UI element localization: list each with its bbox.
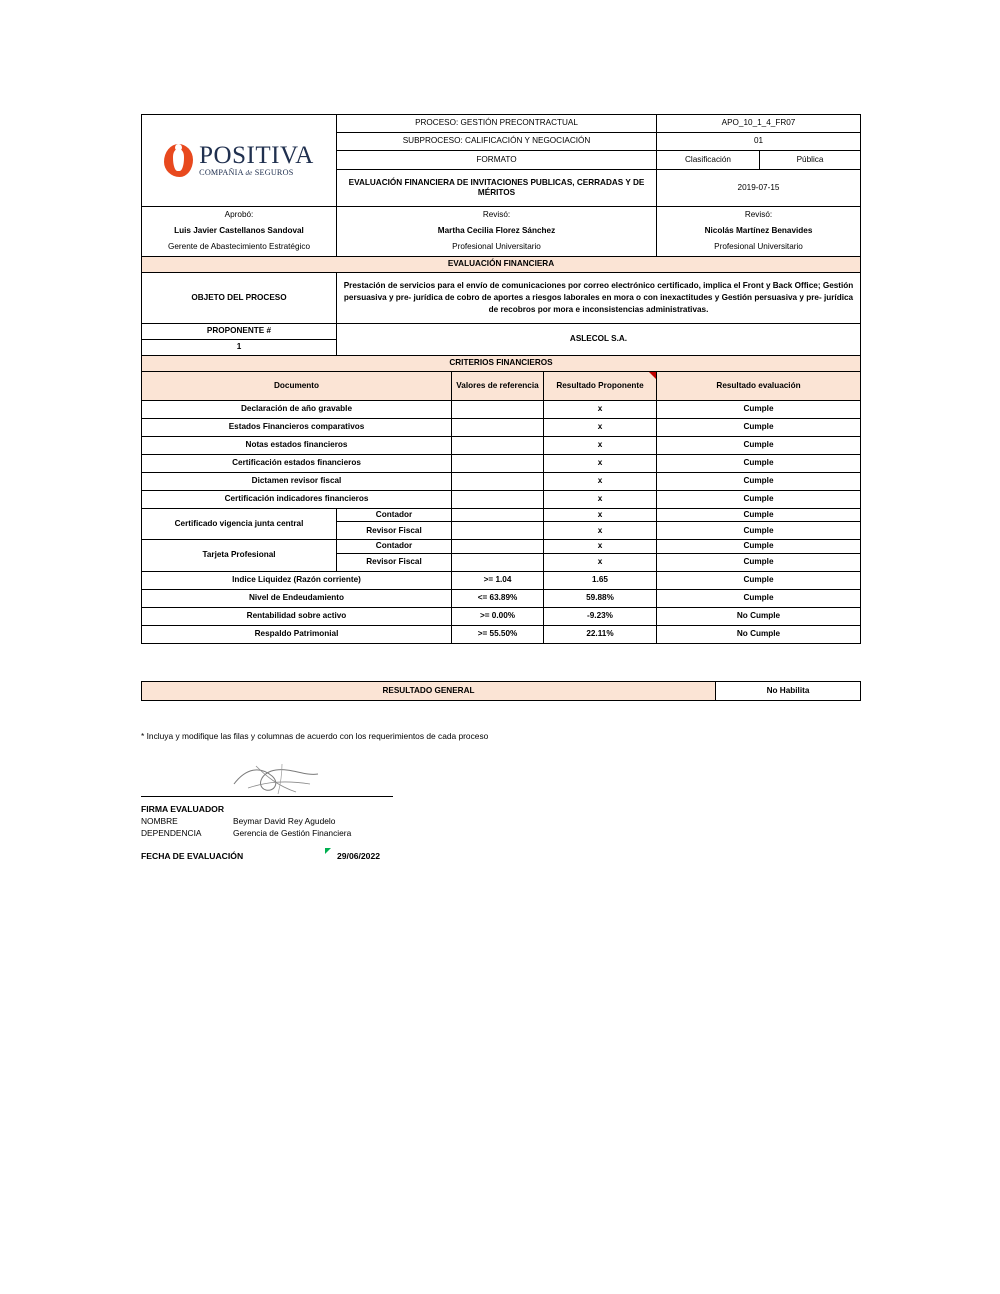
row-documento: Certificado vigencia junta central xyxy=(142,509,337,540)
row-documento: Certificación estados financieros xyxy=(142,455,452,473)
row-documento: Respaldo Patrimonial xyxy=(142,625,452,643)
row-proponente: 59.88% xyxy=(544,589,657,607)
header-table xyxy=(141,114,861,372)
row-proponente: -9.23% xyxy=(544,607,657,625)
row-proponente: x xyxy=(544,437,657,455)
proponente-nombre: ASLECOL S.A. xyxy=(337,324,861,356)
codigo-value: APO_10_1_4_FR07 xyxy=(657,115,861,133)
proceso-label: PROCESO: GESTIÓN PRECONTRACTUAL xyxy=(337,115,657,133)
evaluacion-financiera-band: EVALUACIÓN FINANCIERA xyxy=(142,257,861,273)
row-referencia: >= 1.04 xyxy=(452,571,544,589)
row-referencia: >= 55.50% xyxy=(452,625,544,643)
table-row xyxy=(142,540,861,553)
form-sheet xyxy=(141,114,860,701)
row-evaluacion: Cumple xyxy=(657,491,861,509)
row-proponente: x xyxy=(544,553,657,571)
col-proponente: Resultado Proponente xyxy=(544,372,657,401)
row-proponente: x xyxy=(544,455,657,473)
row-proponente: x xyxy=(544,540,657,553)
row-evaluacion: Cumple xyxy=(657,540,861,553)
row-evaluacion: Cumple xyxy=(657,571,861,589)
fecha-evaluacion-label: FECHA DE EVALUACIÓN xyxy=(141,851,244,861)
firma-evaluador-label: FIRMA EVALUADOR xyxy=(141,804,225,814)
row-documento: Indice Liquidez (Razón corriente) xyxy=(142,571,452,589)
nombre-value: Beymar David Rey Agudelo xyxy=(233,816,336,826)
col-evaluacion: Resultado evaluación xyxy=(657,372,861,401)
col-referencia: Valores de referencia xyxy=(452,372,544,401)
row-proponente: x xyxy=(544,473,657,491)
table-row xyxy=(142,455,861,473)
reviso1-role: Revisó: xyxy=(337,207,657,224)
reviso1-position: Profesional Universitario xyxy=(337,239,657,257)
row-referencia xyxy=(452,437,544,455)
row-referencia xyxy=(452,401,544,419)
row-documento: Notas estados financieros xyxy=(142,437,452,455)
row-referencia xyxy=(452,419,544,437)
dependencia-value: Gerencia de Gestión Financiera xyxy=(233,828,352,838)
row-documento: Dictamen revisor fiscal xyxy=(142,473,452,491)
row-evaluacion: Cumple xyxy=(657,522,861,540)
aprobo-name: Luis Javier Castellanos Sandoval xyxy=(142,223,337,239)
company-logo xyxy=(142,115,337,207)
reviso2-role: Revisó: xyxy=(657,207,861,224)
col-documento: Documento xyxy=(142,372,452,401)
subproceso-label: SUBPROCESO: CALIFICACIÓN Y NEGOCIACIÓN xyxy=(337,133,657,151)
nombre-label: NOMBRE xyxy=(141,816,178,826)
row-proponente: 1.65 xyxy=(544,571,657,589)
form-note: * Incluya y modifique las filas y columnas de acuerdo con los requerimientos de cada proceso xyxy=(141,731,489,741)
signature-image xyxy=(226,762,346,796)
row-evaluacion: No Cumple xyxy=(657,607,861,625)
row-documento: Estados Financieros comparativos xyxy=(142,419,452,437)
table-row xyxy=(142,625,861,643)
row-referencia xyxy=(452,491,544,509)
formato-title: EVALUACIÓN FINANCIERA DE INVITACIONES PUBLICAS, CERRADAS Y DE MÉRITOS xyxy=(337,170,657,207)
table-row xyxy=(142,473,861,491)
table-row xyxy=(142,401,861,419)
row-evaluacion: Cumple xyxy=(657,437,861,455)
resultado-general-label: RESULTADO GENERAL xyxy=(142,681,716,700)
aprobo-position: Gerente de Abastecimiento Estratégico xyxy=(142,239,337,257)
clasificacion-label: Clasificación xyxy=(657,151,760,170)
row-proponente: 22.11% xyxy=(544,625,657,643)
row-referencia xyxy=(452,553,544,571)
row-evaluacion: Cumple xyxy=(657,473,861,491)
reviso2-name: Nicolás Martínez Benavides xyxy=(657,223,861,239)
row-evaluacion: Cumple xyxy=(657,419,861,437)
row-referencia xyxy=(452,473,544,491)
resultado-general-table xyxy=(141,681,861,701)
row-referencia xyxy=(452,522,544,540)
row-proponente: x xyxy=(544,491,657,509)
row-documento: Tarjeta Profesional xyxy=(142,540,337,571)
row-evaluacion: Cumple xyxy=(657,509,861,522)
row-documento: Certificación indicadores financieros xyxy=(142,491,452,509)
row-evaluacion: Cumple xyxy=(657,401,861,419)
row-subdocumento: Contador xyxy=(337,509,452,522)
table-row xyxy=(142,571,861,589)
row-referencia xyxy=(452,540,544,553)
table-row xyxy=(142,509,861,522)
criterios-band: CRITERIOS FINANCIEROS xyxy=(142,356,861,372)
signature-block xyxy=(141,760,541,838)
row-referencia xyxy=(452,455,544,473)
row-evaluacion: Cumple xyxy=(657,589,861,607)
row-proponente: x xyxy=(544,401,657,419)
aprobo-role: Aprobó: xyxy=(142,207,337,224)
table-row xyxy=(142,607,861,625)
row-evaluacion: Cumple xyxy=(657,455,861,473)
fecha-vigencia: 2019-07-15 xyxy=(657,170,861,207)
row-proponente: x xyxy=(544,509,657,522)
dependencia-label: DEPENDENCIA xyxy=(141,828,202,838)
row-proponente: x xyxy=(544,419,657,437)
signature-line xyxy=(141,796,393,797)
row-proponente: x xyxy=(544,522,657,540)
row-documento: Rentabilidad sobre activo xyxy=(142,607,452,625)
criteria-table xyxy=(141,371,861,644)
logo-tagline: COMPAÑIA de SEGUROS xyxy=(199,168,294,178)
proponente-label: PROPONENTE # xyxy=(142,324,337,340)
row-evaluacion: Cumple xyxy=(657,553,861,571)
table-row xyxy=(142,437,861,455)
fecha-evaluacion-row xyxy=(141,851,380,861)
row-evaluacion: No Cumple xyxy=(657,625,861,643)
version-value: 01 xyxy=(657,133,861,151)
table-row xyxy=(142,491,861,509)
row-subdocumento: Revisor Fiscal xyxy=(337,553,452,571)
reviso2-position: Profesional Universitario xyxy=(657,239,861,257)
objeto-label: OBJETO DEL PROCESO xyxy=(142,273,337,324)
resultado-general-value: No Habilita xyxy=(716,681,861,700)
row-subdocumento: Revisor Fiscal xyxy=(337,522,452,540)
positiva-logo-icon xyxy=(164,142,194,180)
row-documento: Declaración de año gravable xyxy=(142,401,452,419)
table-row xyxy=(142,589,861,607)
clasificacion-value: Pública xyxy=(760,151,861,170)
logo-wordmark: POSITIVA xyxy=(199,142,314,170)
row-referencia xyxy=(452,509,544,522)
fecha-evaluacion-value: 29/06/2022 xyxy=(331,851,380,861)
row-subdocumento: Contador xyxy=(337,540,452,553)
row-documento: Nivel de Endeudamiento xyxy=(142,589,452,607)
table-row xyxy=(142,419,861,437)
formato-label: FORMATO xyxy=(337,151,657,170)
row-referencia: <= 63.89% xyxy=(452,589,544,607)
objeto-text: Prestación de servicios para el envío de comunicaciones por correo electrónico certificado, implica el Front y Back Office; Gestión persuasiva y pre- jurídica de cobro de aportes a riesgos laborales en mora o con inexactitudes y Gestión persuasiva y pre- jurídica de recobros por mora e inconsistencias administrativas. xyxy=(337,273,861,324)
proponente-numero: 1 xyxy=(142,340,337,356)
row-referencia: >= 0.00% xyxy=(452,607,544,625)
reviso1-name: Martha Cecilia Florez Sánchez xyxy=(337,223,657,239)
